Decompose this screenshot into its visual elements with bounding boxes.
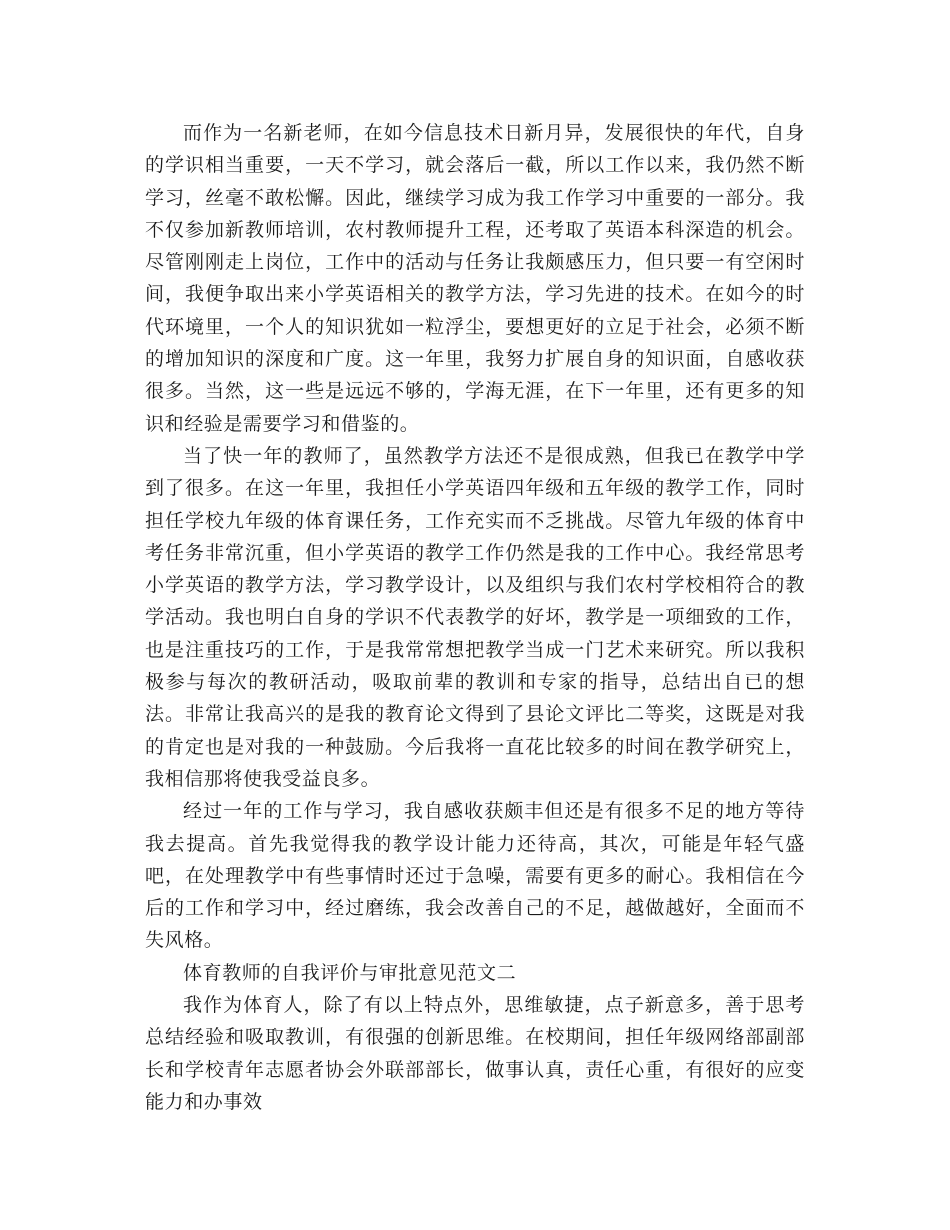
paragraph-continuing-study: 而作为一名新老师，在如今信息技术日新月异，发展很快的年代，自身的学识相当重要，一天不学习，就会落后一截，所以工作以来，我仍然不断学习，丝毫不敢松懈。因此，继续学习成为我工作学习中重要的一部分。我不仅参加新教师培训，农村教师提升工程，还考取了英语本科深造的机会。尽管刚刚走上岗位，工作中的活动与任务让我颇感压力，但只要一有空闲时间，我便争取出来小学英语相关的教学方法，学习先进的技术。在如今的时代环境里，一个人的知识犹如一粒浮尘，要想更好的立足于社会，必须不断的增加知识的深度和广度。这一年里，我努力扩展自身的知识面，自感收获很多。当然，这一些是远远不够的，学海无涯，在下一年里，还有更多的知识和经验是需要学习和借鉴的。 [145, 122, 805, 435]
paragraph-shortcomings: 经过一年的工作与学习，我自感收获颇丰但还是有很多不足的地方等待我去提高。首先我觉得我的教学设计能力还待高，其次，可能是年轻气盛吧，在处理教学中有些事情时还过于急噪，需要有更多的耐心。我相信在今后的工作和学习中，经过磨练，我会改善自己的不足，越做越好，全面而不失风格。 [145, 800, 805, 952]
paragraph-teaching-experience: 当了快一年的教师了，虽然教学方法还不是很成熟，但我已在教学中学到了很多。在这一年里，我担任小学英语四年级和五年级的教学工作，同时担任学校九年级的体育课任务，工作充实而不乏挑战。尽管九年级的体育中考任务非常沉重，但小学英语的教学工作仍然是我的工作中心。我经常思考小学英语的教学方法，学习教学设计，以及组织与我们农村学校相符合的教学活动。我也明白自身的学识不代表教学的好坏，教学是一项细致的工作，也是注重技巧的工作，于是我常常想把教学当成一门艺术来研究。所以我积极参与每次的教研活动，吸取前辈的教训和专家的指导，总结出自已的想法。非常让我高兴的是我的教育论文得到了县论文评比二等奖，这既是对我的肯定也是对我的一种鼓励。今后我将一直花比较多的时间在教学研究上，我相信那将使我受益良多。 [145, 444, 805, 790]
document-body [145, 117, 805, 1118]
section-heading: 体育教师的自我评价与审批意见范文二 [183, 961, 517, 984]
paragraph-self-evaluation: 我作为体育人，除了有以上特点外，思维敏捷，点子新意多，善于思考总结经验和吸取教训，有很强的创新思维。在校期间，担任年级网络部副部长和学校青年志愿者协会外联部部长，做事认真，责任心重，有很好的应变能力和办事效 [145, 994, 805, 1113]
